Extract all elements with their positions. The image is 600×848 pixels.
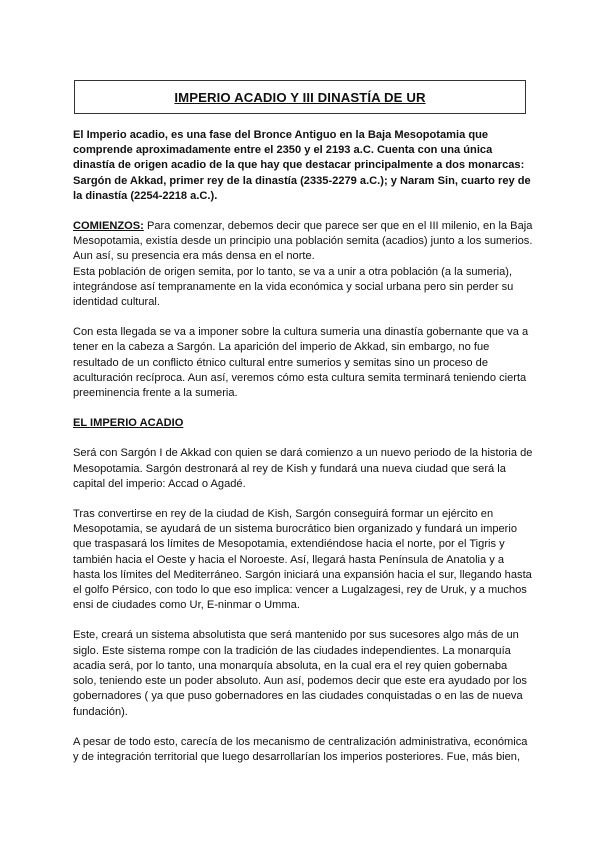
comienzos-heading: COMIENZOS: <box>73 220 144 233</box>
document-body <box>73 128 533 765</box>
imperio-paragraph-3: Este, creará un sistema absolutista que será mantenido por sus sucesores algo más de un siglo. Este sistema rompe con la tradición de las ciudades independientes. La monarquía acadia será, por lo tanto, una monarquía absoluta, en la cual era el rey quien gobernaba solo, teniendo este un poder absoluto. Aun así, podemos decir que este era ayudado por los gobernadores ( ya que puso gobernadores en las ciudades conquistadas o en las de nueva fundación). <box>73 629 527 718</box>
comienzos-text: Para comenzar, debemos decir que parece ser que en el III milenio, en la Baja Mesopotamia, existía desde un principio una población semita (acadios) junto a los sumerios. Aun así, su presencia era más densa en el norte. <box>73 220 533 263</box>
imperio-paragraph-1: Será con Sargón I de Akkad con quien se dará comienzo a un nuevo periodo de la historia de Mesopotamia. Sargón destronará al rey de Kish y fundará una nueva ciudad que será la capital del imperio: Accad o Agadé. <box>73 447 533 490</box>
page-title: IMPERIO ACADIO Y III DINASTÍA DE UR <box>174 89 426 105</box>
title-box <box>74 80 526 114</box>
imperio-heading: EL IMPERIO ACADIO <box>73 417 184 430</box>
comienzos-paragraph <box>73 219 533 265</box>
imperio-paragraph-2: Tras convertirse en rey de la ciudad de Kish, Sargón conseguirá formar un ejército en Mesopotamia, se ayudará de un sistema burocrático bien organizado y fundará un imperio que traspasará los límites de Mesopotamia, extendiéndose hacia el norte, por el Tigris y también hacia el Oeste y hacia el Noroeste. Así, llegará hasta Península de Anatolia y a hasta los límites del Mediterráneo. Sargón iniciará una expansión hacia el sur, llegando hasta el golfo Pérsico, con todo lo que eso implica: vencer a Lugalzagesi, rey de Uruk, y a muchos ensi de ciudades como Ur, E-ninmar o Umma. <box>73 508 532 612</box>
comienzos-paragraph-2: Esta población de origen semita, por lo tanto, se va a unir a otra población (a la sumeria), integrándose así tempranamente en la vida económica y social urbana pero sin perder su identidad cultural. <box>73 265 514 309</box>
intro-paragraph: El Imperio acadio, es una fase del Bronce Antiguo en la Baja Mesopotamia que comprende aproximadamente entre el 2350 y el 2193 a.C. Cuenta con una única dinastía de origen acadio de la que hay que destacar principalmente a dos monarcas: Sargón de Akkad, primer rey de la dinastía (2335-2279 a.C.); y Naram Sin, cuarto rey de la dinastía (2254-2218 a.C.). <box>73 129 531 202</box>
comienzos-paragraph-3: Con esta llegada se va a imponer sobre la cultura sumeria una dinastía gobernante que va a tener en la cabeza a Sargón. La aparición del imperio de Akkad, sin embargo, no fue resultado de un conflicto étnico cultural entre sumerios y semitas sino un proceso de aculturación recíproca. Aun así, veremos cómo esta cultura semita terminará teniendo cierta preeminencia frente a la sumeria. <box>73 326 529 400</box>
imperio-paragraph-4: A pesar de todo esto, carecía de los mecanismo de centralización administrativa, económica y de integración territorial que luego desarrollarían los imperios posteriores. Fue, más bien, <box>73 735 528 763</box>
